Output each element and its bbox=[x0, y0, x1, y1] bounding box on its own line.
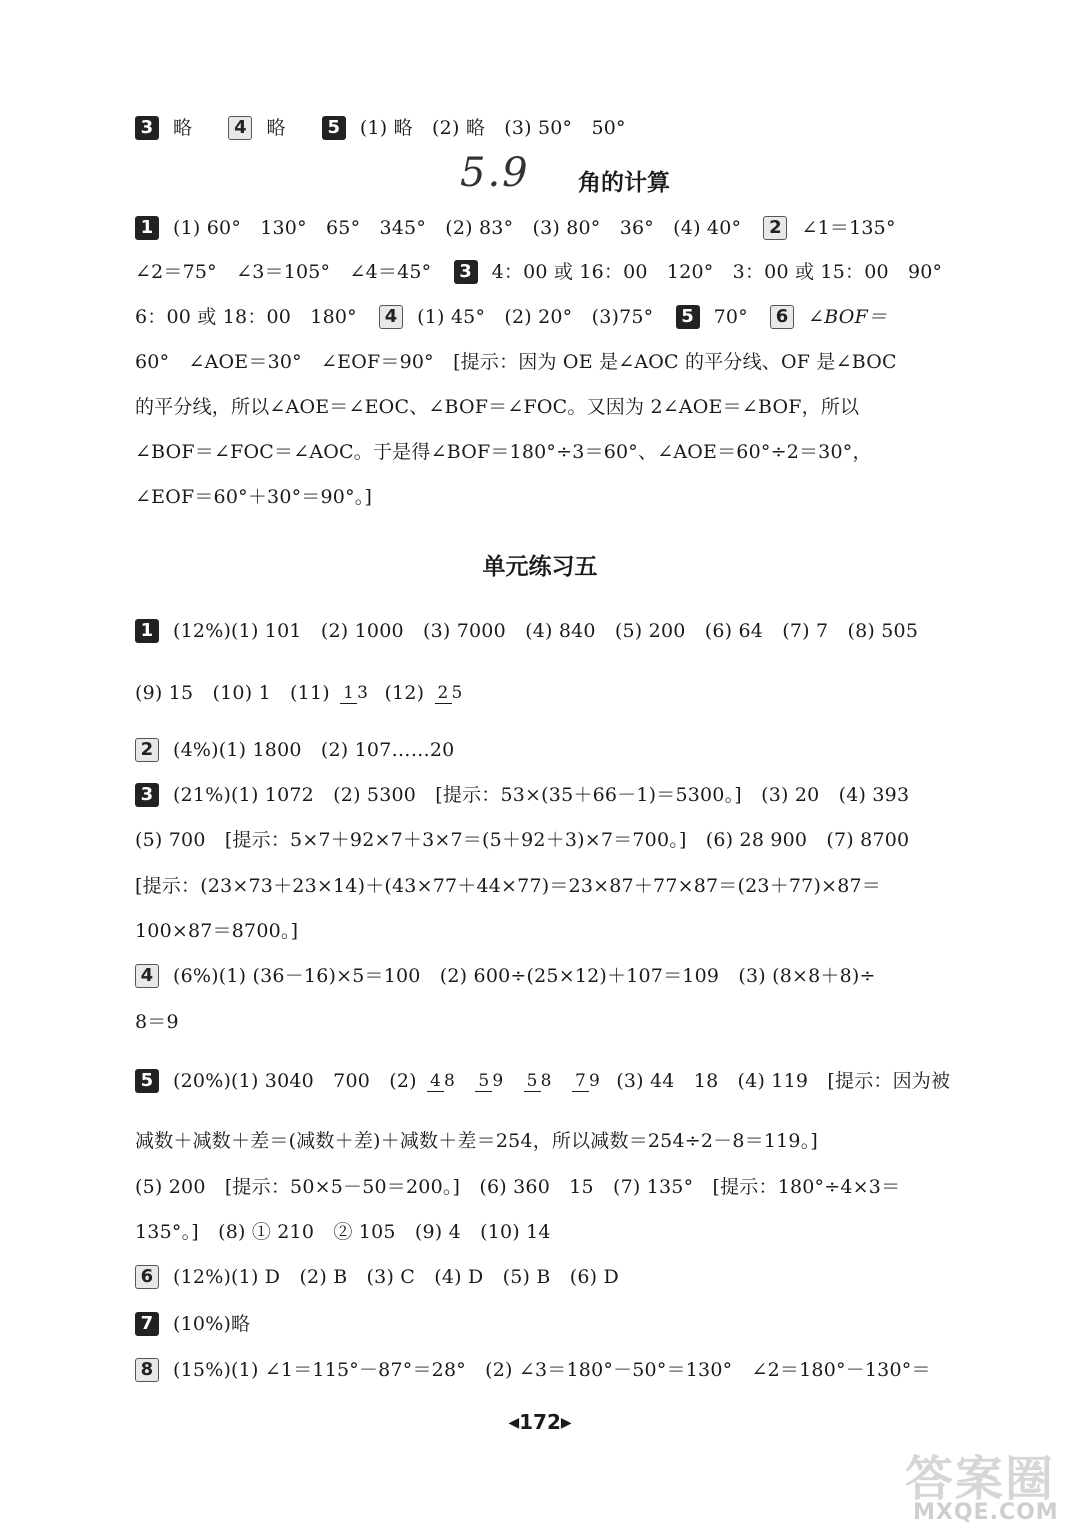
s59-line-2 bbox=[135, 257, 990, 286]
unit-q5-c: (5) 200 [提示：50×5－50＝200。] (6) 360 15 (7) 135° [提示：180°÷4×3＝ bbox=[135, 1176, 901, 1198]
answer-4: 略 bbox=[266, 117, 286, 139]
unit-q3-a: (21%)(1) 1072 (2) 5300 [提示：53×(35＋66－1)＝5300。] (3) 20 (4) 393 bbox=[173, 784, 910, 806]
s59-answer-1: (1) 60° 130° 65° 345° (2) 83° (3) 80° 36° (4) 40° bbox=[173, 217, 742, 239]
badge-3: 3 bbox=[135, 116, 159, 140]
unit-q3-line-4 bbox=[135, 916, 990, 945]
unit-q4-line-2 bbox=[135, 1007, 990, 1036]
s59-line-1 bbox=[135, 213, 990, 242]
unit-q1-line-1 bbox=[135, 616, 990, 645]
unit-q7-line bbox=[135, 1309, 990, 1338]
s59-answer-5: 70° bbox=[713, 306, 748, 328]
fraction-5-8: 5 8 bbox=[524, 1071, 552, 1091]
unit-title: 单元练习五 bbox=[482, 554, 598, 580]
unit-q5-line-2 bbox=[135, 1126, 990, 1155]
badge-4b: 4 bbox=[379, 305, 403, 329]
unit-q6-line bbox=[135, 1262, 990, 1291]
line-top bbox=[135, 113, 990, 142]
right-triangle-icon: ▶ bbox=[560, 1415, 572, 1431]
unit-q1-line-2 bbox=[135, 670, 990, 715]
unit-q5-line-4 bbox=[135, 1217, 990, 1246]
unit-q2: (4%)(1) 1800 (2) 107……20 bbox=[173, 739, 455, 761]
s59-answer-2b: ∠2＝75° ∠3＝105° ∠4＝45° bbox=[135, 261, 432, 283]
unit-q8-line bbox=[135, 1355, 990, 1384]
unit-q7: (10%)略 bbox=[173, 1313, 251, 1335]
unit-q2-line bbox=[135, 735, 990, 764]
s59-answer-6d: ∠BOF＝∠FOC＝∠AOC。于是得∠BOF＝180°÷3＝60°、∠AOE＝60°÷2＝30°， bbox=[135, 441, 872, 463]
badge-5b: 5 bbox=[676, 305, 700, 329]
unit-q5-a2: (3) 44 18 (4) 119 [提示：因为被 bbox=[616, 1070, 951, 1092]
badge-2: 2 bbox=[763, 216, 787, 240]
s59-answer-6c: 的平分线，所以∠AOE＝∠EOC、∠BOF＝∠FOC。又因为 2∠AOE＝∠BOF，所以 bbox=[135, 396, 860, 418]
badge-6: 6 bbox=[770, 305, 794, 329]
fraction-7-9: 7 9 bbox=[572, 1071, 600, 1091]
unit-q6: (12%)(1) D (2) B (3) C (4) D (5) B (6) D bbox=[173, 1266, 619, 1288]
fraction-4-8: 4 8 bbox=[427, 1071, 455, 1091]
badge-3b: 3 bbox=[454, 260, 478, 284]
answer-3: 略 bbox=[173, 117, 193, 139]
unit-badge-2: 2 bbox=[135, 738, 159, 762]
unit-badge-1: 1 bbox=[135, 619, 159, 643]
s59-line-3 bbox=[135, 302, 990, 331]
fraction-5-9: 5 9 bbox=[475, 1071, 503, 1091]
s59-answer-2a: ∠1＝135° bbox=[801, 217, 896, 239]
unit-q5-a1: (20%)(1) 3040 700 (2) bbox=[173, 1070, 417, 1092]
watermark-logo bbox=[905, 1440, 1075, 1530]
badge-5: 5 bbox=[322, 116, 346, 140]
unit-q1-b: (9) 15 (10) 1 (11) bbox=[135, 682, 330, 704]
unit-q3-line-1 bbox=[135, 780, 990, 809]
unit-q3-d: 100×87＝8700。] bbox=[135, 920, 299, 942]
unit-badge-8: 8 bbox=[135, 1358, 159, 1382]
unit-q5-line-3 bbox=[135, 1172, 990, 1201]
unit-badge-5: 5 bbox=[135, 1069, 159, 1093]
unit-badge-6: 6 bbox=[135, 1265, 159, 1289]
page-number-value: 172 bbox=[519, 1410, 561, 1434]
unit-q4-a: (6%)(1) (36－16)×5＝100 (2) 600÷(25×12)＋107＝109 (3) (8×8＋8)÷ bbox=[173, 965, 876, 987]
unit-q1-a: (12%)(1) 101 (2) 1000 (3) 7000 (4) 840 (5) 200 (6) 64 (7) 7 (8) 505 bbox=[173, 620, 919, 642]
s59-answer-3a: 4：00 或 16：00 120° 3：00 或 15：00 90° bbox=[491, 261, 943, 283]
watermark-domain: MXQE.COM bbox=[913, 1500, 1059, 1525]
unit-q4-b: 8＝9 bbox=[135, 1011, 179, 1033]
answer-5: (1) 略 (2) 略 (3) 50° 50° bbox=[359, 117, 626, 139]
watermark-text: 答案圈 bbox=[905, 1451, 1056, 1507]
badge-1: 1 bbox=[135, 216, 159, 240]
s59-answer-6a: ∠BOF＝ bbox=[808, 306, 888, 328]
unit-q3-c: [提示：(23×73＋23×14)＋(43×77＋44×77)＝23×87＋77×87＝(23＋77)×87＝ bbox=[135, 875, 881, 897]
s59-answer-3b: 6：00 或 18：00 180° bbox=[135, 306, 357, 328]
s59-line-7 bbox=[135, 482, 990, 511]
s59-line-6 bbox=[135, 437, 990, 466]
left-triangle-icon: ◀ bbox=[508, 1415, 520, 1431]
s59-answer-4: (1) 45° (2) 20° (3)75° bbox=[417, 306, 654, 328]
section-title bbox=[460, 150, 700, 200]
fraction-1-3: 1 3 bbox=[340, 683, 368, 703]
unit-q3-line-2 bbox=[135, 825, 990, 854]
page-number bbox=[0, 1410, 1080, 1434]
s59-line-4 bbox=[135, 347, 990, 376]
badge-4: 4 bbox=[228, 116, 252, 140]
unit-q5-line-1 bbox=[135, 1058, 990, 1103]
unit-q1-b-mid: (12) bbox=[384, 682, 425, 704]
unit-q3-line-3 bbox=[135, 871, 990, 900]
unit-badge-4: 4 bbox=[135, 964, 159, 988]
s59-answer-6b: 60° ∠AOE＝30° ∠EOF＝90° [提示：因为 OE 是∠AOC 的平分线、OF 是∠BOC bbox=[135, 351, 897, 373]
section-heading: 角的计算 bbox=[578, 170, 670, 196]
s59-line-5 bbox=[135, 392, 990, 421]
fraction-2-5: 2 5 bbox=[435, 683, 463, 703]
section-number: 5.9 bbox=[460, 150, 530, 196]
unit-q8: (15%)(1) ∠1＝115°－87°＝28° (2) ∠3＝180°－50°＝130° ∠2＝180°－130°＝ bbox=[173, 1359, 931, 1381]
unit-badge-7: 7 bbox=[135, 1312, 159, 1336]
unit-q5-b: 减数＋减数＋差＝(减数＋差)＋减数＋差＝254，所以减数＝254÷2－8＝119。] bbox=[135, 1130, 819, 1152]
unit-q3-b: (5) 700 [提示：5×7＋92×7＋3×7＝(5＋92＋3)×7＝700。] (6) 28 900 (7) 8700 bbox=[135, 829, 910, 851]
unit-q4-line-1 bbox=[135, 961, 990, 990]
unit-q5-d: 135°。] (8) ① 210 ② 105 (9) 4 (10) 14 bbox=[135, 1221, 551, 1243]
s59-answer-6e: ∠EOF＝60°＋30°＝90°。] bbox=[135, 486, 373, 508]
unit-badge-3: 3 bbox=[135, 783, 159, 807]
